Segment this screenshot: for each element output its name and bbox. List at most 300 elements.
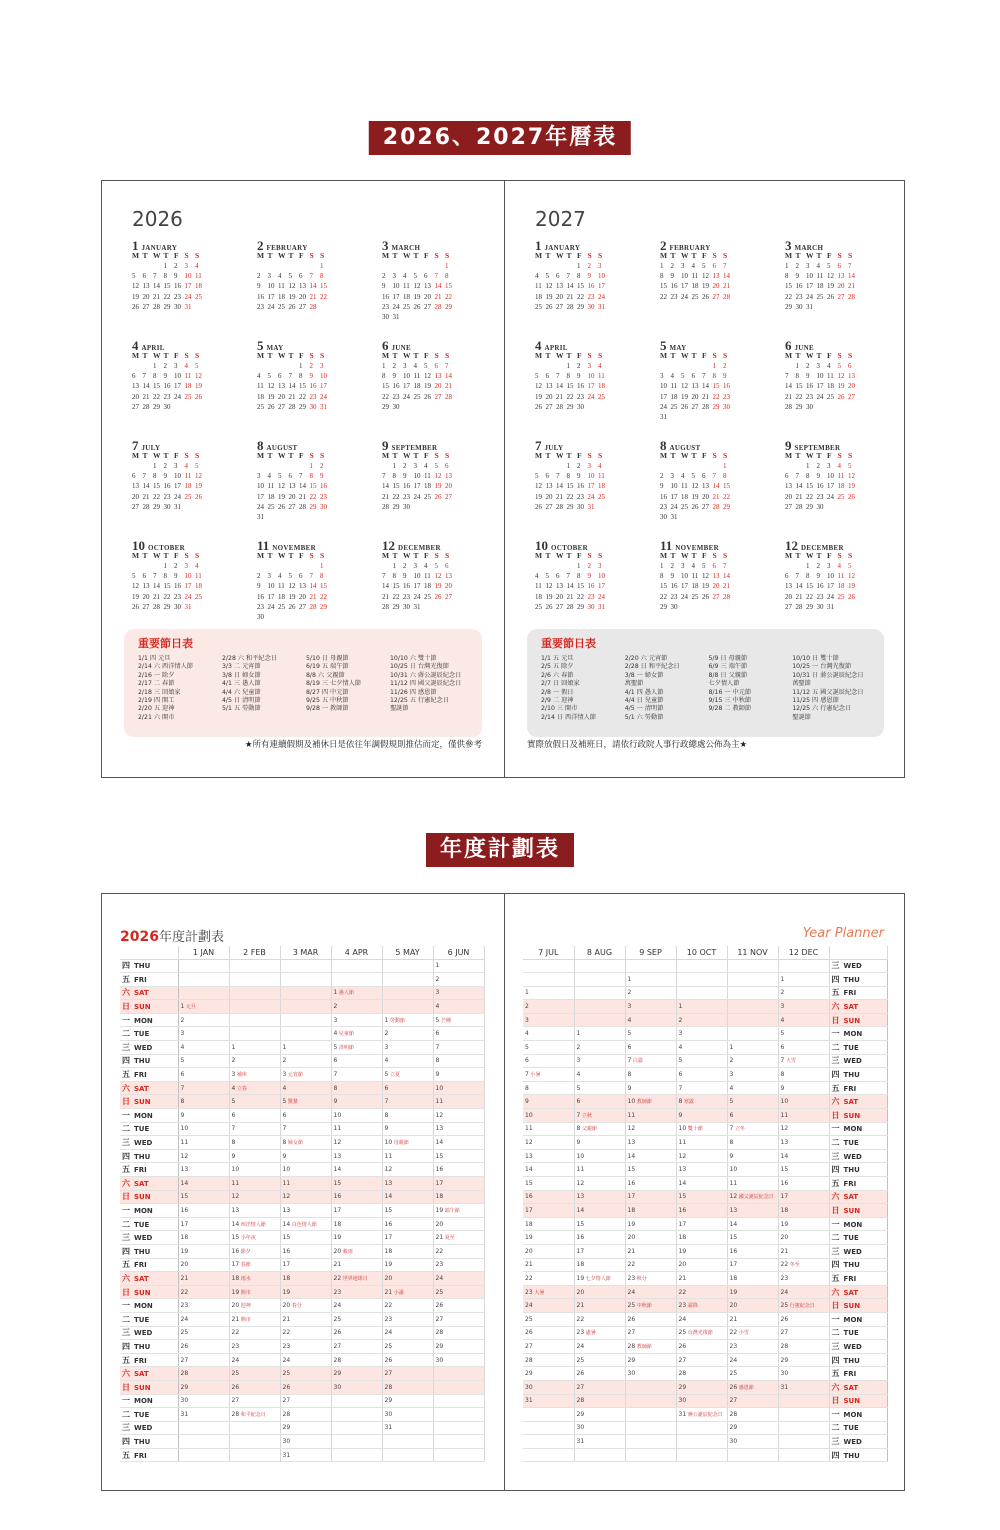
day-number: 30 <box>257 613 264 622</box>
day-number: 20 <box>837 282 845 291</box>
planner-day: 16 <box>576 1234 585 1242</box>
day-number <box>310 261 321 271</box>
day-number: 18 <box>278 592 285 601</box>
month-number: 8 <box>660 438 667 453</box>
day-label <box>120 1054 178 1068</box>
day-number <box>289 261 300 271</box>
planner-day: 15 <box>282 1234 291 1242</box>
day-grid <box>382 361 507 412</box>
day-number: 11 <box>257 382 264 391</box>
planner-cell <box>178 1054 229 1068</box>
planner-day: 13 <box>333 1152 342 1160</box>
day-label <box>120 1340 178 1354</box>
day-number: 3 <box>403 362 407 370</box>
weekday-letter: T <box>545 351 551 360</box>
month-header <box>660 437 785 451</box>
day-number: 4 <box>267 472 271 481</box>
weekday-letter: W <box>153 451 161 460</box>
day-number: 24 <box>184 292 192 301</box>
day-number: 20 <box>691 392 699 401</box>
day-number: 7 <box>309 572 313 581</box>
day-number: 21 <box>142 492 150 501</box>
day-number: 1 <box>309 462 313 470</box>
day-number: 10 <box>174 372 181 381</box>
day-cjk: 四 <box>122 1246 130 1256</box>
day-number: 5 <box>848 562 852 570</box>
planner-day: 19 <box>333 1234 342 1242</box>
day-number: 13 <box>712 272 720 281</box>
day-grid <box>382 261 507 322</box>
planner-cell <box>178 1421 229 1435</box>
day-number: 27 <box>702 502 709 511</box>
day-cjk: 四 <box>122 1151 130 1161</box>
planner-cell <box>625 1122 676 1136</box>
weekday-letter: M <box>785 251 793 260</box>
day-grid <box>382 561 507 612</box>
day-number: 12 <box>195 372 202 381</box>
day-label <box>120 959 178 973</box>
planner-cell <box>178 1163 229 1177</box>
weekday-letter: S <box>837 451 842 460</box>
planner-day: 4 <box>729 1084 734 1092</box>
day-number: 15 <box>795 382 803 391</box>
weekday-letter: F <box>424 451 429 460</box>
day-number: 19 <box>288 592 296 601</box>
weekday-letter: S <box>309 251 314 260</box>
planner-day: 25 <box>729 1370 738 1378</box>
planner-day: 5 <box>627 1030 632 1038</box>
planner-day: 1 <box>627 975 632 983</box>
day-number <box>671 461 682 471</box>
planner-day: 12 <box>678 1152 687 1160</box>
planner-cell <box>625 1448 676 1462</box>
planner-cell <box>676 1149 727 1163</box>
weekday-letter: M <box>257 551 265 560</box>
day-number: 18 <box>195 582 202 591</box>
day-number: 19 <box>535 492 542 501</box>
planner-day: 30 <box>435 1356 444 1364</box>
day-number: 24 <box>174 392 181 401</box>
day-cjk: 五 <box>122 1355 130 1365</box>
month-name: NOVEMBER <box>272 544 316 552</box>
day-number: 12 <box>195 472 202 481</box>
day-number: 29 <box>153 402 160 411</box>
day-en: TUE <box>134 1315 150 1324</box>
month-name: OCTOBER <box>551 544 588 552</box>
day-number: 8 <box>566 472 570 481</box>
day-en: MON <box>843 1220 863 1229</box>
planner-day: 9 <box>576 1139 581 1147</box>
day-number: 3 <box>598 562 602 570</box>
day-number: 26 <box>848 592 855 601</box>
holiday-item: 2/20 六 元宵節 <box>624 655 668 662</box>
planner-day: 18 <box>333 1220 342 1228</box>
month-name: JULY <box>141 444 161 452</box>
planner-cell <box>574 1081 625 1095</box>
planner-cell <box>727 1272 778 1286</box>
day-number: 2 <box>403 562 407 570</box>
day-number: 12 <box>535 382 542 391</box>
months-grid <box>535 237 885 635</box>
day-number: 25 <box>670 402 678 411</box>
planner-cell <box>574 1340 625 1354</box>
planner-note: 小雪 <box>737 1330 749 1337</box>
planner-cell <box>778 1272 829 1286</box>
weekday-letter: S <box>434 251 439 260</box>
holiday-item: 8/19 三 七夕情人節 <box>306 680 361 688</box>
day-number: 26 <box>848 492 855 501</box>
day-number: 8 <box>299 372 303 381</box>
planner-day: 29 <box>282 1424 291 1432</box>
day-number: 4 <box>535 572 539 581</box>
planner-row <box>120 1340 484 1354</box>
day-number: 7 <box>702 372 706 381</box>
day-number: 14 <box>566 282 574 291</box>
day-number <box>414 261 425 271</box>
day-grid <box>382 461 507 512</box>
holiday-item: 10/31 六 蔣公誕辰紀念日 <box>390 671 462 679</box>
day-number: 14 <box>309 582 317 591</box>
planner-day: 24 <box>729 1356 738 1364</box>
planner-day: 11 <box>729 1179 738 1187</box>
day-label <box>120 1190 178 1204</box>
month-block <box>257 337 382 435</box>
day-number: 29 <box>163 602 171 611</box>
weekday-letter: S <box>320 251 325 260</box>
planner-day: 7 <box>780 1057 785 1065</box>
day-number: 4 <box>413 362 417 370</box>
day-number: 22 <box>785 292 792 301</box>
day-number: 28 <box>702 402 709 411</box>
holiday-column <box>138 655 216 722</box>
planner-cell <box>676 1421 727 1435</box>
planner-row <box>523 1068 887 1082</box>
planner-cell <box>676 1000 727 1014</box>
month-name: MARCH <box>391 244 421 252</box>
weekday-letter: T <box>142 551 148 560</box>
weekday-letter: T <box>288 451 294 460</box>
planner-row <box>120 1435 484 1449</box>
day-grid <box>535 461 660 512</box>
day-number: 12 <box>837 372 845 381</box>
day-number: 6 <box>434 362 438 370</box>
planner-cell <box>523 973 574 987</box>
day-number: 26 <box>545 302 553 311</box>
planner-day: 10 <box>729 1166 738 1174</box>
planner-day: 15 <box>576 1220 585 1228</box>
day-label <box>829 1340 887 1354</box>
planner-row <box>523 1285 887 1299</box>
weekday-letter: F <box>827 351 832 360</box>
day-number: 18 <box>184 482 192 491</box>
day-grid <box>535 261 660 312</box>
weekday-letter: S <box>445 251 450 260</box>
day-number: 19 <box>267 392 275 401</box>
day-en: WED <box>843 1342 862 1351</box>
day-number: 5 <box>434 562 438 570</box>
planner-cell <box>727 1244 778 1258</box>
weekday-letter: F <box>702 251 707 260</box>
day-number: 23 <box>309 392 317 401</box>
planner-day: 26 <box>678 1342 687 1350</box>
day-number: 5 <box>837 362 841 370</box>
planner-cell <box>574 1258 625 1272</box>
planner-day: 26 <box>729 1383 738 1391</box>
day-number: 31 <box>806 302 813 311</box>
day-number: 9 <box>795 272 799 281</box>
planner-cell <box>280 1095 331 1109</box>
month-block <box>132 437 257 535</box>
planner-cell <box>280 1394 331 1408</box>
day-number: 11 <box>837 472 845 481</box>
planner-cell <box>178 1408 229 1422</box>
planner-cell <box>178 1122 229 1136</box>
planner-cell <box>382 1041 433 1055</box>
planner-cell <box>178 1109 229 1123</box>
day-number: 18 <box>413 382 421 391</box>
planner-cell <box>331 1068 382 1082</box>
day-number: 28 <box>382 502 389 511</box>
day-number: 4 <box>195 562 199 570</box>
weekday-letter: F <box>424 251 429 260</box>
planner-day: 22 <box>678 1288 687 1296</box>
planner-cell <box>229 1027 280 1041</box>
day-number: 21 <box>712 492 720 501</box>
day-label <box>120 1258 178 1272</box>
weekday-letter: W <box>556 451 564 460</box>
month-block <box>382 537 507 635</box>
day-number: 16 <box>723 382 730 391</box>
planner-row <box>523 1177 887 1191</box>
day-label <box>120 1312 178 1326</box>
planner-cell <box>331 959 382 973</box>
planner-day: 29 <box>729 1424 738 1432</box>
day-number: 3 <box>413 462 417 470</box>
day-number: 18 <box>535 292 542 301</box>
planner-cell <box>433 1326 484 1340</box>
planner-cell <box>331 1013 382 1027</box>
day-number: 27 <box>848 392 855 401</box>
day-number: 26 <box>545 602 553 611</box>
day-number: 17 <box>827 482 834 491</box>
day-number: 14 <box>785 382 792 391</box>
planner-day: 14 <box>282 1220 291 1228</box>
day-en: FRI <box>134 1166 147 1175</box>
planner-day: 2 <box>525 1003 529 1011</box>
planner-cell <box>727 1054 778 1068</box>
day-number: 10 <box>413 472 421 481</box>
planner-cell <box>280 1177 331 1191</box>
day-number: 21 <box>556 392 563 401</box>
month-number: 1 <box>535 238 542 253</box>
day-grid <box>257 361 382 412</box>
day-number: 24 <box>816 392 824 401</box>
day-number: 24 <box>257 502 264 511</box>
planner-cell <box>625 1367 676 1381</box>
day-number: 5 <box>702 262 706 270</box>
day-number: 31 <box>320 402 327 411</box>
day-number: 11 <box>691 272 699 281</box>
planner-day: 5 <box>729 1098 734 1106</box>
day-number: 23 <box>163 492 171 501</box>
day-number: 22 <box>577 292 584 301</box>
planner-cell <box>280 1231 331 1245</box>
planner-day: 21 <box>333 1261 342 1269</box>
planner-cell <box>280 1353 331 1367</box>
planner-day: 18 <box>729 1274 738 1282</box>
planner-day: 10 <box>384 1139 393 1147</box>
day-number: 5 <box>535 372 539 381</box>
day-number <box>143 561 154 571</box>
day-number: 27 <box>691 402 699 411</box>
day-number: 22 <box>806 492 813 501</box>
month-block <box>535 537 660 635</box>
planner-day: 9 <box>678 1111 683 1119</box>
planner-day: 1 <box>384 1016 389 1024</box>
planner-note: 感恩節 <box>737 1384 754 1391</box>
month-header <box>382 537 507 551</box>
day-number: 2 <box>587 562 591 570</box>
day-number: 14 <box>795 482 803 491</box>
weekday-letter: T <box>691 551 697 560</box>
planner-day: 8 <box>384 1111 389 1119</box>
planner-cell <box>382 1122 433 1136</box>
day-number: 3 <box>174 462 178 470</box>
day-en: WED <box>843 1438 862 1447</box>
planner-cell <box>382 1312 433 1326</box>
day-number: 19 <box>848 482 855 491</box>
day-number: 25 <box>424 492 431 501</box>
planner-cell <box>574 1421 625 1435</box>
planner-cell <box>229 959 280 973</box>
day-number: 27 <box>424 302 431 311</box>
day-number: 28 <box>848 292 855 301</box>
holiday-column <box>709 655 787 722</box>
planner-day: 1 <box>780 975 785 983</box>
day-number: 23 <box>392 392 400 401</box>
day-number: 3 <box>587 462 591 470</box>
day-en: WED <box>134 1424 153 1433</box>
day-number: 12 <box>702 572 709 581</box>
planner-cell <box>574 1408 625 1422</box>
day-number: 11 <box>195 272 202 281</box>
day-en: THU <box>134 962 151 971</box>
planner-day: 19 <box>729 1288 738 1296</box>
planner-cell <box>523 1340 574 1354</box>
day-label <box>120 1122 178 1136</box>
day-number: 11 <box>403 282 410 291</box>
month-name: NOVEMBER <box>675 544 719 552</box>
calendar-spread <box>101 180 905 778</box>
day-number: 30 <box>587 302 595 311</box>
day-number: 4 <box>691 562 695 570</box>
day-number: 1 <box>660 262 664 270</box>
day-number: 11 <box>184 372 192 381</box>
planner-cell <box>727 1081 778 1095</box>
planner-cell <box>178 1081 229 1095</box>
planner-cell <box>433 1122 484 1136</box>
weekday-letter: W <box>278 451 286 460</box>
day-en: SUN <box>134 1383 151 1392</box>
planner-day: 13 <box>180 1166 189 1174</box>
day-number: 15 <box>566 482 574 491</box>
day-number: 23 <box>174 592 181 601</box>
planner-cell <box>523 1394 574 1408</box>
planner-day: 24 <box>231 1356 240 1364</box>
day-grid <box>785 461 910 512</box>
day-number: 21 <box>795 592 803 601</box>
planner-cell <box>331 1299 382 1313</box>
planner-day: 2 <box>627 989 632 997</box>
planner-day: 8 <box>729 1139 734 1147</box>
weekday-letter: S <box>434 551 439 560</box>
day-label <box>829 1448 887 1462</box>
planner-day: 8 <box>333 1084 338 1092</box>
month-header <box>785 337 910 351</box>
planner-day: 21 <box>576 1302 585 1310</box>
day-number: 8 <box>392 472 396 481</box>
day-number <box>785 561 796 571</box>
planner-cell <box>778 1353 829 1367</box>
planner-cell <box>229 1149 280 1163</box>
month-block <box>132 537 257 635</box>
day-number: 2 <box>723 362 727 370</box>
planner-day: 19 <box>678 1247 687 1255</box>
day-number: 22 <box>723 492 730 501</box>
planner-cell <box>331 1027 382 1041</box>
day-number: 13 <box>545 382 553 391</box>
month-header-cell: 12 DEC <box>778 946 829 959</box>
day-number: 1 <box>566 462 570 470</box>
month-name: AUGUST <box>669 444 701 452</box>
day-number: 4 <box>598 362 602 370</box>
day-number <box>546 461 557 471</box>
planner-cell <box>331 1448 382 1462</box>
day-number: 2 <box>382 272 386 281</box>
day-number <box>257 361 268 371</box>
day-number: 5 <box>267 372 271 381</box>
day-number: 14 <box>848 272 855 281</box>
day-en: FRI <box>843 1179 857 1188</box>
day-number: 18 <box>424 482 431 491</box>
planner-cell <box>778 1217 829 1231</box>
day-number: 14 <box>702 382 709 391</box>
day-number: 6 <box>278 372 282 381</box>
day-number: 27 <box>142 602 150 611</box>
planner-row <box>120 1367 484 1381</box>
weekday-letter: S <box>848 551 853 560</box>
day-number: 2 <box>320 462 324 470</box>
planner-cell <box>625 1204 676 1218</box>
day-label <box>829 1326 887 1340</box>
weekday-letter: S <box>848 351 853 360</box>
planner-cell <box>676 1095 727 1109</box>
day-number: 21 <box>382 592 389 601</box>
planner-day: 29 <box>333 1370 342 1378</box>
planner-day: 5 <box>780 1030 785 1038</box>
planner-cell <box>280 1204 331 1218</box>
weekday-letter: S <box>587 251 592 260</box>
day-en: FRI <box>843 1370 857 1379</box>
day-number: 9 <box>806 372 810 381</box>
day-number: 2 <box>174 262 178 270</box>
day-en: MON <box>134 1016 153 1025</box>
planner-day: 25 <box>333 1315 342 1323</box>
planner-note: 除夕 <box>239 1248 251 1255</box>
holiday-item: 10/25 日 台灣光復節 <box>390 663 449 671</box>
day-number: 29 <box>806 502 813 511</box>
weekday-letter: M <box>785 551 793 560</box>
